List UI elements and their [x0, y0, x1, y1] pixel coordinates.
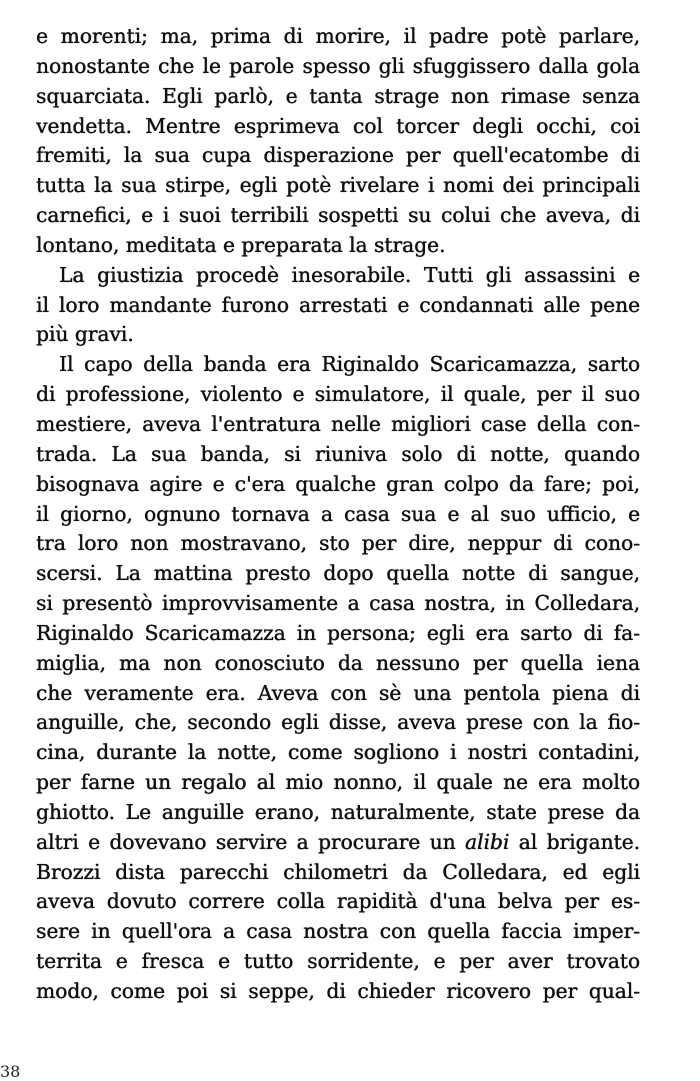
text-line: tutta la sua stirpe, egli potè rivelare i nomi dei principali	[36, 173, 640, 198]
text-line: il giorno, ognuno tornava a casa sua e al suo ufficio, e	[36, 501, 640, 526]
text-line: scersi. La mattina presto dopo quella notte di sangue,	[36, 561, 640, 586]
text-line: anguille, che, secondo egli disse, aveva prese con la fio-	[36, 710, 640, 735]
text-line: aveva dovuto correre colla rapidità d'una belva per es-	[36, 889, 640, 914]
text-line: Brozzi dista parecchi chilometri da Colledara, ed egli	[36, 859, 640, 884]
text-line: altri e dovevano servire a procurare un alibi al brigante.	[36, 829, 640, 854]
text-line: cina, durante la notte, come sogliono i nostri contadini,	[36, 740, 640, 765]
body-text	[36, 22, 640, 1007]
text-line: sere in quell'ora a casa nostra con quella faccia imper-	[36, 919, 640, 944]
text-line: carnefici, e i suoi terribili sospetti su colui che aveva, di	[36, 203, 640, 228]
text-line: vendetta. Mentre esprimeva col torcer degli occhi, coi	[36, 113, 640, 138]
text-line: si presentò improvvisamente a casa nostra, in Colledara,	[36, 591, 640, 616]
text-line: mestiere, aveva l'entratura nelle migliori case della con-	[36, 411, 640, 436]
text-line: trada. La sua banda, si riuniva solo di notte, quando	[36, 441, 640, 466]
text-line: Il capo della banda era Riginaldo Scaricamazza, sarto	[59, 352, 640, 377]
text-line: nonostante che le parole spesso gli sfuggissero dalla gola	[36, 53, 640, 78]
text-line: Riginaldo Scaricamazza in persona; egli era sarto di fa-	[36, 620, 640, 645]
text-line: di professione, violento e simulatore, il quale, per il suo	[36, 382, 640, 407]
text-line: fremiti, la sua cupa disperazione per quell'ecatombe di	[36, 143, 640, 168]
text-line: modo, come poi si seppe, di chieder ricovero per qual-	[36, 979, 640, 1003]
text-line: il loro mandante furono arrestati e condannati alle pene	[36, 292, 640, 317]
text-line: La giustizia procedè inesorabile. Tutti gli assassini e	[59, 262, 640, 287]
text-line: territa e fresca e tutto sorridente, e per aver trovato	[36, 949, 640, 974]
text-line: per farne un regalo al mio nonno, il quale ne era molto	[36, 770, 640, 795]
text-line: più gravi.	[36, 322, 134, 347]
text-line: lontano, meditata e preparata la strage.	[36, 232, 446, 257]
text-line: che veramente era. Aveva con sè una pentola piena di	[36, 680, 640, 705]
text-line: bisognava agire e c'era qualche gran colpo da fare; poi,	[36, 471, 640, 496]
text-line: miglia, ma non conosciuto da nessuno per quella iena	[36, 650, 640, 675]
text-line: tra loro non mostravano, sto per dire, neppur di cono-	[36, 531, 640, 556]
text-line: squarciata. Egli parlò, e tanta strage non rimase senza	[36, 83, 640, 108]
text-line: ghiotto. Le anguille erano, naturalmente, state prese da	[36, 799, 640, 824]
text-line: e morenti; ma, prima di morire, il padre potè parlare,	[36, 24, 640, 48]
page-number: 38	[0, 1062, 21, 1081]
italic-word: alibi	[464, 829, 510, 854]
